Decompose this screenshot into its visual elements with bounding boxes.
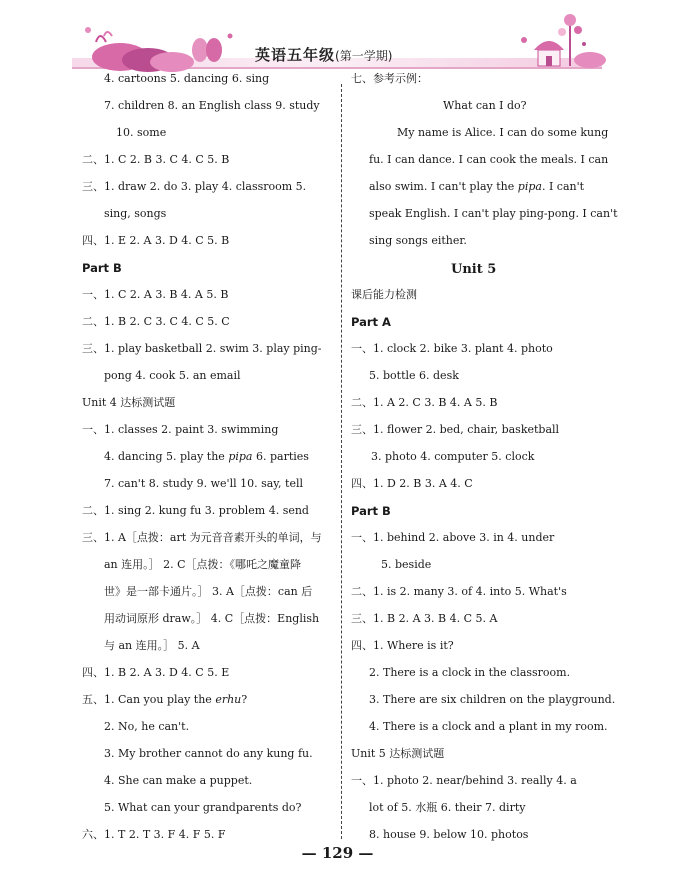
header-banner [0, 0, 675, 82]
right-line: 8. house 9. below 10. photos [369, 828, 529, 841]
left-line: 一、1. C 2. A 3. B 4. A 5. B [82, 288, 229, 301]
right-line: 四、1. D 2. B 3. A 4. C [351, 477, 473, 490]
right-line: speak English. I can't play ping-pong. I can't [369, 207, 618, 220]
left-line: 与 an 连用。］ 5. A [104, 639, 200, 652]
left-line: 三、1. draw 2. do 3. play 4. classroom 5. [82, 180, 307, 193]
right-line: 三、1. flower 2. bed, chair, basketball [351, 423, 560, 436]
left-line: Unit 4 达标测试题 [82, 396, 176, 409]
left-line: 世》是一部卡通片。］ 3. A［点拨：can 后 [104, 585, 313, 598]
page-number: — 129 — [301, 844, 374, 862]
right-line: Part B [351, 504, 391, 518]
left-line: 二、1. C 2. B 3. C 4. C 5. B [82, 153, 230, 166]
left-line: 五、1. Can you play the erhu? [82, 693, 248, 706]
left-line: 3. My brother cannot do any kung fu. [104, 747, 313, 760]
left-line: 用动词原形 draw。］ 4. C［点拨：English [104, 612, 320, 625]
right-line: What can I do? [443, 99, 527, 112]
left-line: 二、1. sing 2. kung fu 3. problem 4. send [82, 504, 309, 517]
right-line: fu. I can dance. I can cook the meals. I can [369, 153, 609, 166]
left-line: 4. cartoons 5. dancing 6. sing [104, 72, 270, 85]
header-title: 英语五年级(第一学期) [255, 46, 393, 64]
right-line: sing songs either. [369, 234, 467, 247]
right-line: My name is Alice. I can do some kung [397, 126, 609, 139]
left-line: 四、1. E 2. A 3. D 4. C 5. B [82, 234, 230, 247]
right-line: 二、1. A 2. C 3. B 4. A 5. B [351, 396, 498, 409]
right-line: also swim. I can't play the pipa. I can't [369, 180, 585, 193]
left-line: 六、1. T 2. T 3. F 4. F 5. F [82, 828, 226, 841]
column-divider [341, 84, 342, 839]
unit5-heading: Unit 5 [451, 262, 497, 277]
left-line: 三、1. play basketball 2. swim 3. play ping- [82, 342, 322, 355]
left-line: 7. can't 8. study 9. we'll 10. say, tell [104, 477, 304, 490]
right-line: 课后能力检测 [351, 288, 417, 301]
right-line: 七、参考示例： [351, 72, 428, 85]
left-line: an 连用。］ 2. C［点拨：《哪吒之魔童降 [104, 558, 302, 571]
right-line: 三、1. B 2. A 3. B 4. C 5. A [351, 612, 498, 625]
right-line: Part A [351, 315, 391, 329]
left-line: 5. What can your grandparents do? [104, 801, 302, 814]
left-line: 10. some [116, 126, 167, 139]
right-line: lot of 5. 水瓶 6. their 7. dirty [369, 801, 526, 814]
right-line: 四、1. Where is it? [351, 639, 454, 652]
left-line: pong 4. cook 5. an email [104, 369, 241, 382]
left-line: 7. children 8. an English class 9. study [104, 99, 320, 112]
left-line: 一、1. classes 2. paint 3. swimming [82, 423, 279, 436]
left-line: 二、1. B 2. C 3. C 4. C 5. C [82, 315, 230, 328]
right-line: 二、1. is 2. many 3. of 4. into 5. What's [351, 585, 567, 598]
right-line: 5. bottle 6. desk [369, 369, 459, 382]
left-line: sing, songs [104, 207, 167, 220]
right-line: 一、1. behind 2. above 3. in 4. under [351, 531, 555, 544]
left-line: 四、1. B 2. A 3. D 4. C 5. E [82, 666, 230, 679]
right-line: 3. photo 4. computer 5. clock [371, 450, 535, 463]
right-line: 一、1. photo 2. near/behind 3. really 4. a [351, 774, 577, 787]
left-line: Part B [82, 261, 122, 275]
left-line: 三、1. A［点拨：art 为元音音素开头的单词，与 [82, 531, 322, 544]
left-line: 4. dancing 5. play the pipa 6. parties [104, 450, 309, 463]
left-line: 4. She can make a puppet. [104, 774, 253, 787]
right-line: 2. There is a clock in the classroom. [369, 666, 571, 679]
left-line: 2. No, he can't. [104, 720, 190, 733]
right-line: 5. beside [381, 558, 432, 571]
right-line: Unit 5 达标测试题 [351, 747, 445, 760]
right-line: 3. There are six children on the playground. [369, 693, 616, 706]
right-line: 4. There is a clock and a plant in my room. [369, 720, 608, 733]
right-line: 一、1. clock 2. bike 3. plant 4. photo [351, 342, 553, 355]
